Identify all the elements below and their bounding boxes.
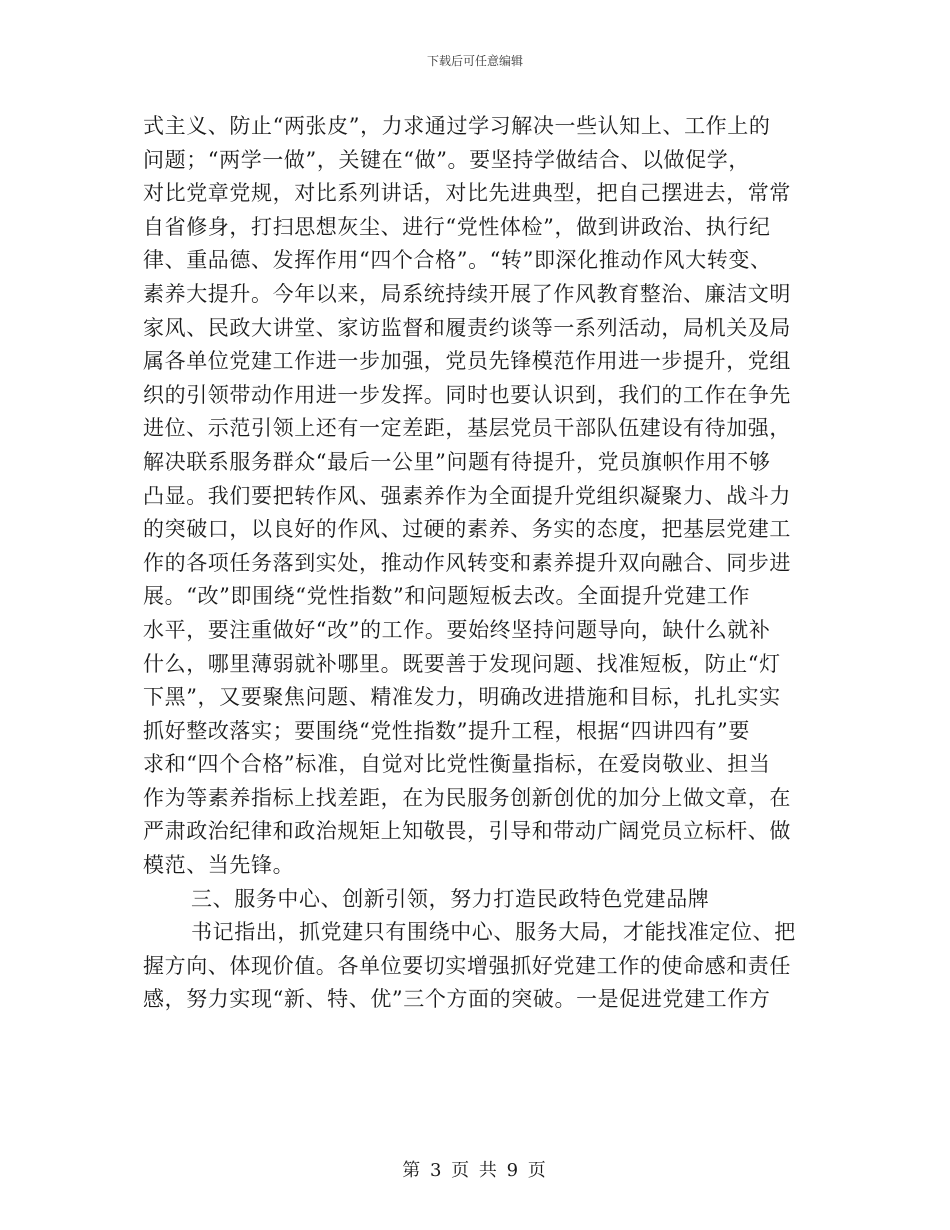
body-line: 属各单位党建工作进一步加强，党员先锋模范作用进一步提升，党组 [143, 349, 791, 374]
body-line: 式主义、防止“两张皮”，力求通过学习解决一些认知上、工作上的 [143, 114, 771, 138]
body-line: 律、重品德、发挥作用“四个合格”。“转”即深化推动作风大转变、 [143, 248, 772, 273]
body-line: 自省修身，打扫思想灰尘、进行“党性体检”，做到讲政治、执行纪 [143, 214, 771, 239]
body-line: 对比党章党规，对比系列讲话，对比先进典型，把自己摆进去，常常 [143, 181, 791, 206]
body-line: 作为等素养指标上找差距，在为民服务创新创优的加分上做文章，在 [143, 785, 791, 810]
body-line: 下黑”，又要聚焦问题、精准发力，明确改进措施和目标，扎扎实实 [143, 685, 781, 710]
page-header: 下载后可任意编辑 [426, 54, 523, 68]
body-line: 问题；“两学一做”，关键在“做”。要坚持学做结合、以做促学， [143, 147, 750, 172]
body-line: 进位、示范引领上还有一定差距，基层党员干部队伍建设有待加强， [143, 416, 791, 441]
body-line: 书记指出，抓党建只有围绕中心、服务大局，才能找准定位、把 [191, 920, 796, 945]
document-body [143, 110, 811, 1017]
body-line: 水平，要注重做好“改”的工作。要始终坚持问题导向，缺什么就补 [143, 617, 771, 642]
body-line: 什么，哪里薄弱就补哪里。既要善于发现问题、找准短板，防止“灯 [143, 651, 781, 676]
body-line: 抓好整改落实；要围绕“党性指数”提升工程，根据“四讲四有”要 [143, 718, 750, 743]
page-footer: 第 3 页 共 9 页 [402, 1160, 548, 1181]
body-line: 感，努力实现“新、特、优”三个方面的突破。一是促进党建工作方 [143, 987, 771, 1012]
body-line: 作的各项任务落到实处，推动作风转变和素养提升双向融合、同步进 [143, 550, 791, 575]
body-line: 解决联系服务群众“最后一公里”问题有待提升，党员旗帜作用不够 [143, 449, 771, 474]
section-heading: 三、服务中心、创新引领，努力打造民政特色党建品牌 [191, 886, 710, 911]
body-line: 素养大提升。今年以来，局系统持续开展了作风教育整治、廉洁文明 [143, 281, 791, 306]
body-line: 的突破口，以良好的作风、过硬的素养、务实的态度，把基层党建工 [143, 517, 791, 542]
body-line: 模范、当先锋。 [143, 853, 295, 878]
body-line: 展。“改”即围绕“党性指数”和问题短板去改。全面提升党建工作 [143, 584, 750, 609]
body-line: 严肃政治纪律和政治规矩上知敬畏，引导和带动广阔党员立标杆、做 [143, 819, 791, 844]
body-line: 家风、民政大讲堂、家访监督和履责约谈等一系列活动，局机关及局 [143, 315, 791, 340]
body-line: 求和“四个合格”标准，自觉对比党性衡量指标，在爱岗敬业、担当 [143, 752, 771, 777]
body-line: 织的引领带动作用进一步发挥。同时也要认识到，我们的工作在争先 [143, 382, 791, 407]
body-line: 凸显。我们要把转作风、强素养作为全面提升党组织凝聚力、战斗力 [143, 483, 791, 508]
body-line: 握方向、体现价值。各单位要切实增强抓好党建工作的使命感和责任 [143, 953, 791, 978]
